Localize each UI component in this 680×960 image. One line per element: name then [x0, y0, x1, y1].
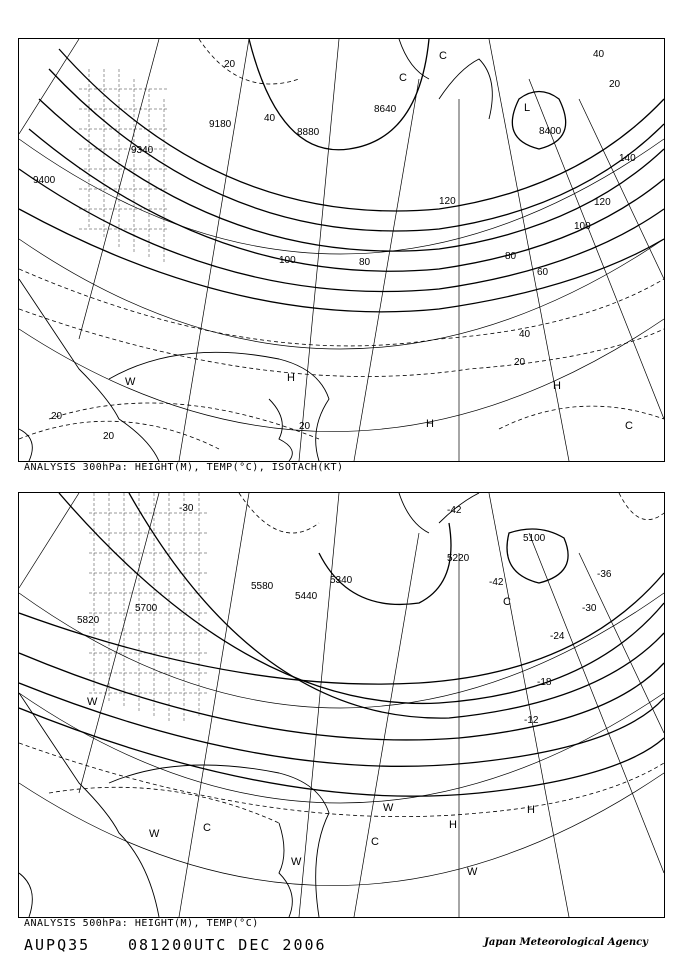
temp-label: -42	[447, 505, 462, 516]
caption-300hpa: ANALYSIS 300hPa: HEIGHT(M), TEMP(°C), ISOTACH(KT)	[24, 462, 344, 473]
warm-center-symbol: W	[467, 866, 478, 878]
warm-center-symbol: W	[125, 376, 136, 388]
isotach-label: 60	[537, 267, 549, 278]
isotach-label: 140	[619, 153, 636, 164]
isotach-label: 20	[103, 431, 115, 442]
cold-center-symbol: C	[371, 836, 379, 848]
chart-code: AUPQ35	[24, 936, 91, 954]
height-contours	[19, 493, 664, 796]
height-label: 9180	[209, 119, 232, 130]
graticule-meridians	[19, 493, 664, 917]
top-isotach-labels	[51, 49, 636, 442]
cold-center-symbol: C	[503, 596, 511, 608]
temp-label: -24	[550, 631, 565, 642]
isotach-label: 120	[594, 197, 611, 208]
height-label: 5820	[77, 615, 100, 626]
map-500hpa-svg	[19, 493, 664, 917]
temp-label: -12	[524, 715, 539, 726]
isotach-label: 20	[609, 79, 621, 90]
high-center-symbol: H	[287, 372, 295, 384]
isotach-label: 80	[359, 257, 371, 268]
temp-label: -30	[179, 503, 194, 514]
dashed-contours	[19, 39, 664, 449]
isotach-label: 20	[514, 357, 526, 368]
bottom-temp-labels	[179, 503, 612, 726]
cold-center-symbol: C	[399, 72, 407, 84]
high-center-symbol: H	[426, 418, 434, 430]
isotach-label: 80	[505, 251, 517, 262]
graticule-meridians	[19, 39, 664, 461]
isotach-label: 100	[279, 255, 296, 266]
height-label: 5220	[447, 553, 470, 564]
agency-credit: Japan Meteorological Agency	[484, 937, 648, 948]
chart-datetime: 081200UTC DEC 2006	[128, 936, 327, 954]
height-label: 8640	[374, 104, 397, 115]
cold-center-symbol: C	[625, 420, 633, 432]
height-label: 8880	[297, 127, 320, 138]
isotach-label: 40	[593, 49, 605, 60]
low-center-symbol: L	[524, 102, 531, 114]
height-label: 9340	[131, 145, 154, 156]
cold-center-symbol: C	[439, 50, 447, 62]
height-label: 9400	[33, 175, 56, 186]
height-label: 8400	[539, 126, 562, 137]
warm-center-symbol: W	[383, 802, 394, 814]
map-300hpa-svg	[19, 39, 664, 461]
map-panel-500hpa	[18, 492, 665, 918]
isotach-label: 20	[51, 411, 63, 422]
graticule-parallels	[19, 139, 664, 432]
height-label: 5580	[251, 581, 274, 592]
height-label: 5340	[330, 575, 353, 586]
high-center-symbol: H	[527, 804, 535, 816]
height-label: 5100	[523, 533, 546, 544]
isotach-label: 40	[519, 329, 531, 340]
high-center-symbol: H	[449, 819, 457, 831]
high-center-symbol: H	[553, 380, 561, 392]
temp-label: -42	[489, 577, 504, 588]
cold-center-symbol: C	[203, 822, 211, 834]
isotach-label: 40	[264, 113, 276, 124]
warm-center-symbol: W	[87, 696, 98, 708]
temp-label: -18	[537, 677, 552, 688]
bottom-height-labels	[77, 533, 546, 626]
caption-500hpa: ANALYSIS 500hPa: HEIGHT(M), TEMP(°C)	[24, 918, 259, 929]
isotherms	[19, 493, 664, 823]
warm-center-symbol: W	[291, 856, 302, 868]
graticule-parallels	[19, 593, 664, 886]
top-height-labels	[33, 104, 562, 186]
warm-center-symbol: W	[149, 828, 160, 840]
temp-label: -30	[582, 603, 597, 614]
isotach-label: 120	[439, 196, 456, 207]
temp-label: -36	[597, 569, 612, 580]
isotach-label: 20	[299, 421, 311, 432]
height-label: 5440	[295, 591, 318, 602]
height-label: 5700	[135, 603, 158, 614]
map-panel-300hpa	[18, 38, 665, 462]
isotach-label: 20	[224, 59, 236, 70]
isotach-label: 100	[574, 221, 591, 232]
